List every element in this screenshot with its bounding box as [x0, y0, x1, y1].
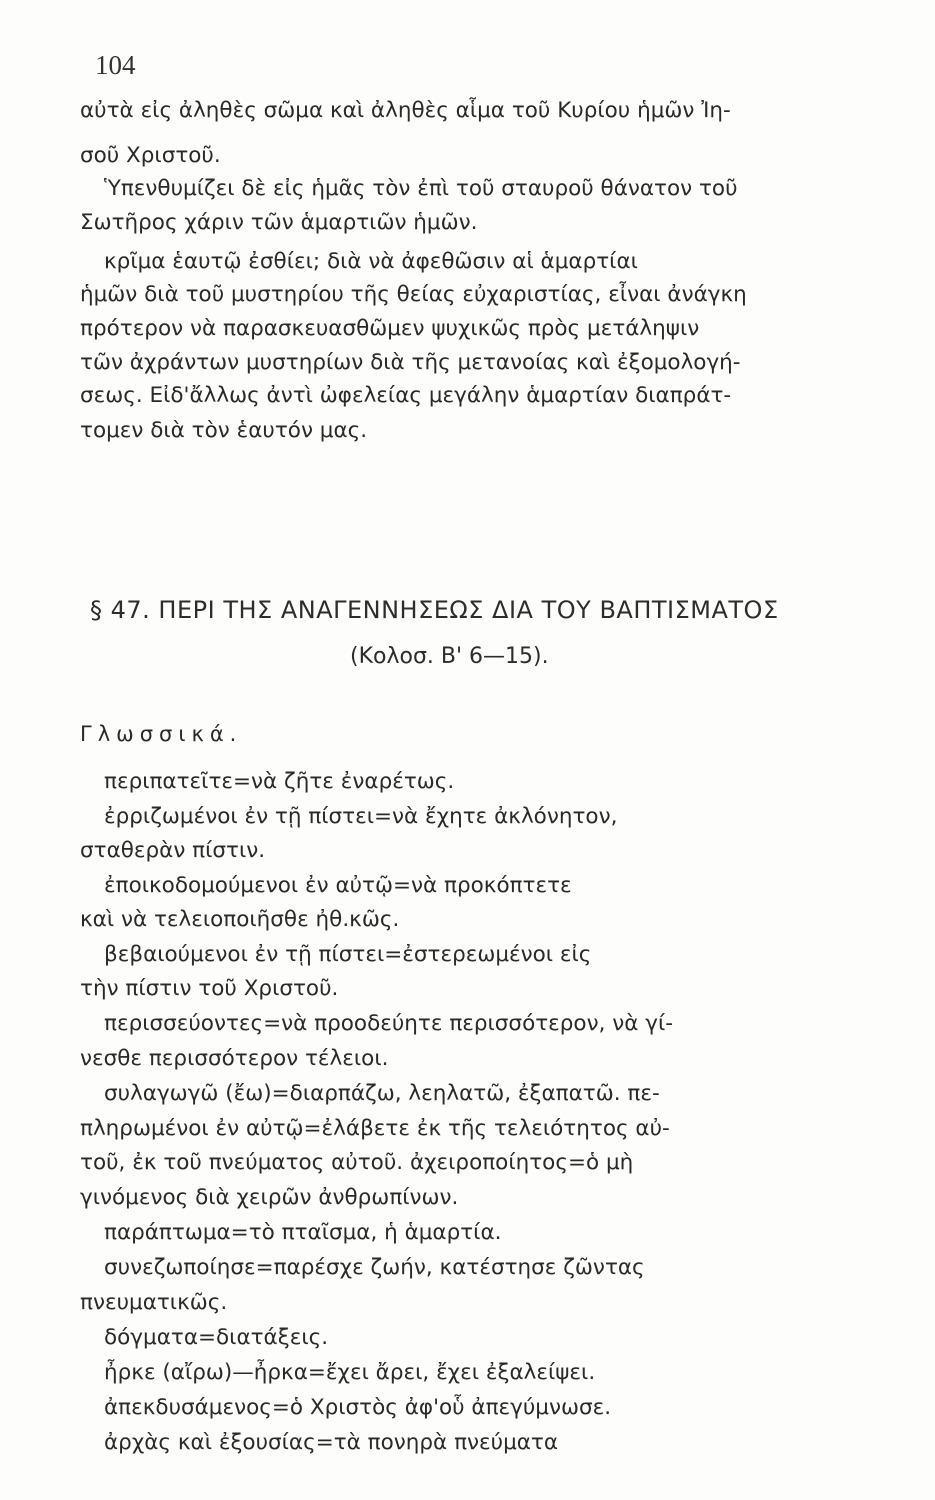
glossary-line: πληρωμένοι ἐν αὐτῷ=ἐλάβετε ἐκ τῆς τελειότητος αὐ- [80, 1116, 670, 1141]
glossary-line: παράπτωμα=τὸ πταῖσμα, ἡ ἁμαρτία. [104, 1220, 502, 1245]
section-reference: (Κολοσ. Β' 6—15). [350, 644, 549, 669]
glossary-line: νεσθε περισσότερον τέλειοι. [80, 1046, 389, 1071]
text-line: σεως. Εἰδ'ἄλλως ἀντὶ ὠφελείας μεγάλην ἁμαρτίαν διαπράτ- [80, 383, 732, 408]
glossary-line: ἀπεκδυσάμενος=ὁ Χριστὸς ἀφ'οὗ ἀπεγύμνωσε. [104, 1395, 612, 1420]
glossary-line: συνεζωποίησε=παρέσχε ζωήν, κατέστησε ζῶντας [104, 1255, 645, 1280]
text-line: τομεν διὰ τὸν ἑαυτόν μας. [80, 418, 368, 443]
glossary-line: ἐποικοδομούμενοι ἐν αὐτῷ=νὰ προκόπτετε [104, 873, 572, 898]
glossary-line: γινόμενος διὰ χειρῶν ἀνθρωπίνων. [80, 1185, 459, 1210]
text-line: ἡμῶν διὰ τοῦ μυστηρίου τῆς θείας εὐχαριστίας, εἶναι ἀνάγκη [80, 282, 747, 307]
glossary-line: τοῦ, ἐκ τοῦ πνεύματος αὐτοῦ. ἀχειροποίητος=ὁ μὴ [80, 1150, 634, 1175]
glossary-line: ἀρχὰς καὶ ἐξουσίας=τὰ πονηρὰ πνεύματα [104, 1430, 559, 1455]
glossary-line: περισσεύοντες=νὰ προοδεύητε περισσότερον, νὰ γί- [104, 1011, 674, 1036]
glossary-line: πνευματικῶς. [80, 1290, 228, 1315]
text-line: κρῖμα ἑαυτῷ ἐσθίει; διὰ νὰ ἀφεθῶσιν αἱ ἁμαρτίαι [104, 249, 638, 274]
text-line: πρότερον νὰ παρασκευασθῶμεν ψυχικῶς πρὸς μετάληψιν [80, 316, 700, 341]
glossary-line: ἦρκε (αἴρω)—ἦρκα=ἔχει ἄρει, ἔχει ἐξαλείψει. [104, 1360, 596, 1385]
text-line: τῶν ἀχράντων μυστηρίων διὰ τῆς μετανοίας καὶ ἐξομολογή- [80, 350, 741, 375]
glossary-label: Γλωσσικά. [80, 722, 243, 746]
text-line: Ὑπενθυμίζει δὲ εἰς ἡμᾶς τὸν ἐπὶ τοῦ σταυροῦ θάνατον τοῦ [104, 176, 738, 201]
page-number: 104 [95, 50, 136, 80]
text-line: Σωτῆρος χάριν τῶν ἁμαρτιῶν ἡμῶν. [80, 210, 478, 235]
glossary-line: περιπατεῖτε=νὰ ζῆτε ἐναρέτως. [104, 769, 455, 794]
glossary-line: ἐρριζωμένοι ἐν τῇ πίστει=νὰ ἔχητε ἀκλόνητον, [104, 804, 618, 829]
glossary-line: βεβαιούμενοι ἐν τῇ πίστει=ἐστερεωμένοι εἰς [104, 942, 592, 967]
glossary-line: καὶ νὰ τελειοποιῆσθε ἠθ.κῶς. [80, 907, 400, 932]
glossary-line: δόγματα=διατάξεις. [104, 1325, 329, 1350]
section-heading: § 47. ΠΕΡΙ ΤΗΣ ΑΝΑΓΕΝΝΗΣΕΩΣ ΔΙΑ ΤΟΥ ΒΑΠΤΙΣΜΑΤΟΣ [90, 596, 779, 624]
glossary-line: σταθερὰν πίστιν. [80, 838, 266, 863]
glossary-line: τὴν πίστιν τοῦ Χριστοῦ. [80, 976, 339, 1001]
text-line: σοῦ Χριστοῦ. [80, 143, 221, 168]
text-line: αὐτὰ εἰς ἀληθὲς σῶμα καὶ ἀληθὲς αἷμα τοῦ Κυρίου ἡμῶν Ἰη- [80, 98, 731, 123]
glossary-line: συλαγωγῶ (ἔω)=διαρπάζω, λεηλατῶ, ἐξαπατῶ. πε- [104, 1081, 660, 1106]
